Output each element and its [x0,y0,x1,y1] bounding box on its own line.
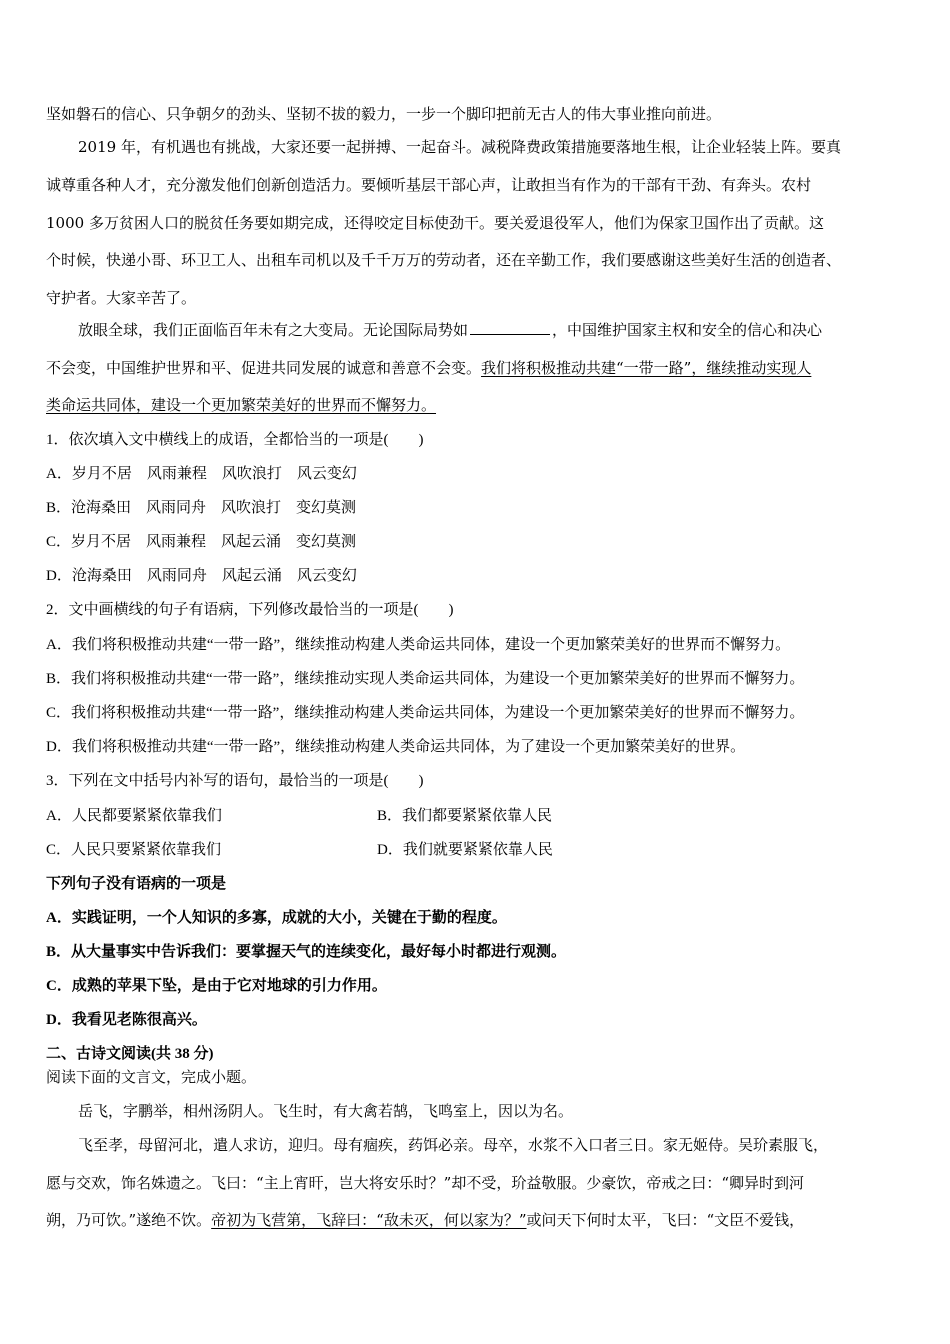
passage-line [46,357,811,378]
option-a: A．我们将积极推动共建“一带一路”，继续推动构建人类命运共同体，建设一个更加繁荣美好的世界而不懈努力。 [46,637,791,653]
option-d: D．我看见老陈很高兴。 [46,1012,207,1028]
option-c: C．人民只要紧紧依靠我们 [46,842,222,858]
passage-text: 不会变，中国维护世界和平、促进共同发展的诚意和善意不会变。 [46,359,482,377]
classical-text-line: 岳飞，字鹏举，相州汤阴人。飞生时，有大禽若鹄，飞鸣室上，因以为名。 [78,1102,574,1120]
section-instruction: 阅读下面的文言文，完成小题。 [46,1070,257,1086]
option-a: A．岁月不居 风雨兼程 风吹浪打 风云变幻 [46,466,357,482]
option-b: B．从大量事实中告诉我们：要掌握天气的连续变化，最好每小时都进行观测。 [46,944,567,960]
passage-line: 1000 多万贫困人口的脱贫任务要如期完成，还得咬定目标使劲干。要关爱退役军人，他们为保家卫国作出了贡献。这 [46,214,824,232]
option-c: C．我们将积极推动共建“一带一路”，继续推动构建人类命运共同体，为建设一个更加繁荣美好的世界而不懈努力。 [46,705,805,721]
passage-line: 2019 年，有机遇也有挑战，大家还要一起拼搏、一起奋斗。减税降费政策措施要落地生根，让企业轻装上阵。要真 [78,138,841,156]
classical-text: 或问天下何时太平，飞曰：“文臣不爱钱， [526,1211,805,1229]
underlined-sentence: 类命运共同体，建设一个更加繁荣美好的世界而不懈努力。 [46,396,437,414]
passage-line: 诚尊重各种人才，充分激发他们创新创造活力。要倾听基层干部心声，让敢担当有作为的干部有干劲、有奔头。农村 [46,176,812,194]
question-stem: 3．下列在文中括号内补写的语句，最恰当的一项是( ) [46,773,424,789]
option-d: D．我们就要紧紧依靠人民 [377,842,553,858]
section-heading: 二、古诗文阅读(共 38 分) [46,1046,214,1062]
classical-text-line: 飞至孝，母留河北，遣人求访，迎归。母有痼疾，药饵必亲。母卒，水浆不入口者三日。家无姬侍。吴玠素服飞， [78,1136,829,1154]
option-d: D．沧海桑田 风雨同舟 风起云涌 风云变幻 [46,568,357,584]
passage-line [78,319,822,340]
passage-line [46,394,436,415]
classical-text: 朔，乃可饮。”遂绝不饮。 [46,1211,212,1229]
question-stem: 2．文中画横线的句子有语病，下列修改最恰当的一项是( ) [46,602,454,618]
underlined-sentence: 我们将积极推动共建“一带一路”，继续推动实现人 [481,359,812,377]
passage-text: ，中国维护国家主权和安全的信心和决心 [552,321,823,339]
option-d: D．我们将积极推动共建“一带一路”，继续推动构建人类命运共同体，为了建设一个更加繁荣美好的世界。 [46,739,746,755]
passage-text: 放眼全球，我们正面临百年未有之大变局。无论国际局势如 [78,321,469,339]
option-c: C．岁月不居 风雨兼程 风起云涌 变幻莫测 [46,534,357,550]
option-c: C．成熟的苹果下坠，是由于它对地球的引力作用。 [46,978,387,994]
classical-text-line [46,1209,804,1230]
fill-in-blank [470,320,550,335]
option-a: A．实践证明，一个人知识的多寡，成就的大小，关键在于勤的程度。 [46,910,507,926]
passage-line: 个时候，快递小哥、环卫工人、出租车司机以及千千万万的劳动者，还在辛勤工作，我们要感谢这些美好生活的创造者、 [46,251,842,269]
option-a: A．人民都要紧紧依靠我们 [46,808,222,824]
option-b: B．沧海桑田 风雨同舟 风吹浪打 变幻莫测 [46,500,357,516]
option-b: B．我们将积极推动共建“一带一路”，继续推动实现人类命运共同体，为建设一个更加繁荣美好的世界而不懈努力。 [46,671,805,687]
passage-line: 坚如磐石的信心、只争朝夕的劲头、坚韧不拔的毅力，一步一个脚印把前无古人的伟大事业推向前进。 [46,105,722,123]
question-stem: 1．依次填入文中横线上的成语，全都恰当的一项是( ) [46,432,424,448]
classical-text-line: 愿与交欢，饰名姝遗之。飞曰：“主上宵旰，岂大将安乐时？”却不受，玠益敬服。少豪饮，帝戒之曰：“卿异时到河 [46,1174,805,1192]
option-b: B．我们都要紧紧依靠人民 [377,808,553,824]
underlined-sentence: 帝初为飞营第，飞辞曰：“敌未灭，何以家为？” [211,1211,527,1229]
question-stem: 下列句子没有语病的一项是 [46,876,227,892]
passage-line: 守护者。大家辛苦了。 [46,289,197,307]
